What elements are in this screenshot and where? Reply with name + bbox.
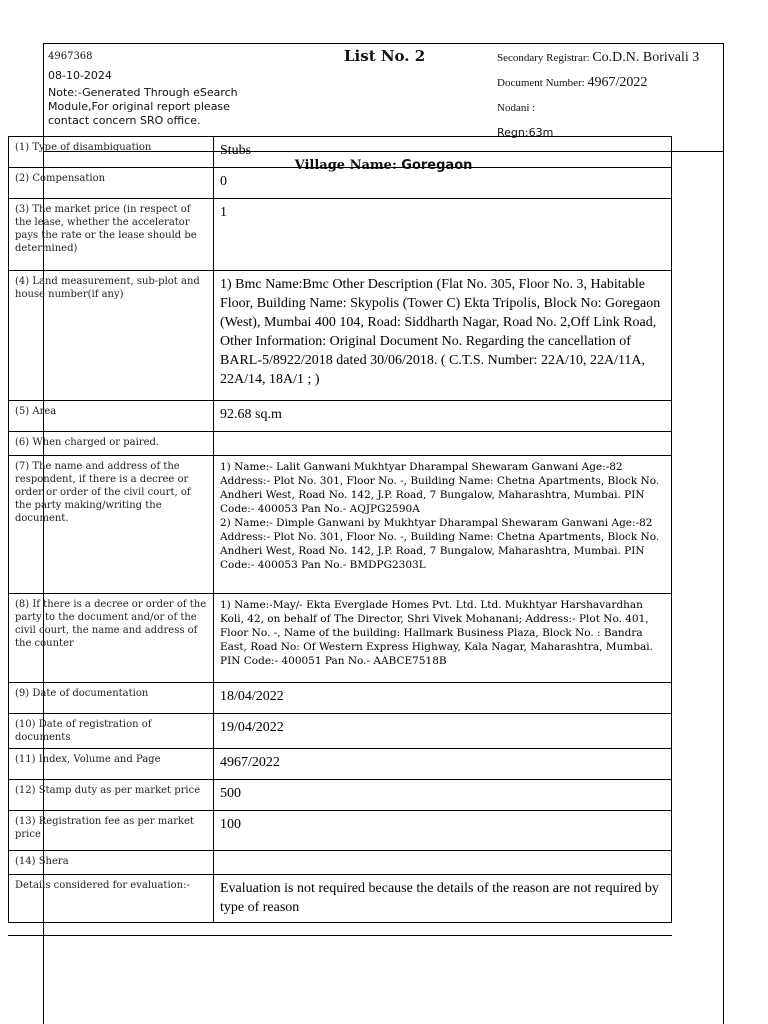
row-label: (10) Date of registration of documents [9, 714, 214, 749]
row-label: (13) Registration fee as per market price [9, 811, 214, 851]
row-label: (11) Index, Volume and Page [9, 749, 214, 780]
table-row [9, 811, 672, 851]
row-value [214, 851, 672, 875]
regn: Regn:63m [497, 126, 554, 139]
table-row [9, 683, 672, 714]
row-label: (4) Land measurement, sub-plot and house number(if any) [9, 271, 214, 401]
row-label: (12) Stamp duty as per market price [9, 780, 214, 811]
table-row [9, 875, 672, 923]
row-value: 500 [214, 780, 672, 811]
row-value: 18/04/2022 [214, 683, 672, 714]
docnum-value: 4967/2022 [587, 75, 648, 90]
table-row [9, 199, 672, 271]
row-value: 1) Name:-May/- Ekta Everglade Homes Pvt. Ltd. Ltd. Mukhtyar Harshavardhan Koli, 42, on behalf of The Director, Shri Vivek Mohanani; Address:- Plot No. 401, Floor No. -, Name of the building: Hallmark Business Plaza, Block No. : Bandra East, Road No: Of Western Express Highway, Kala Nagar, Maharashtra, Mumbai. PIN Code:- 400051 Pan No.- AABCE7518B [214, 594, 672, 683]
doc-id: 4967368 [48, 51, 93, 62]
table-row [9, 714, 672, 749]
nodani: Nodani : [497, 102, 536, 114]
table-row [9, 137, 672, 168]
header-right [497, 50, 722, 150]
table-row [9, 594, 672, 683]
details-table [8, 136, 672, 923]
row-value: Stubs [214, 137, 672, 168]
row-label: (3) The market price (in respect of the lease, whether the accelerator pays the rate or the lease should be determined) [9, 199, 214, 271]
row-label: (1) Type of disambiguation [9, 137, 214, 168]
row-value: 100 [214, 811, 672, 851]
print-date: 08-10-2024 [48, 69, 112, 82]
table-row [9, 271, 672, 401]
table-row [9, 168, 672, 199]
row-value: 92.68 sq.m [214, 401, 672, 432]
docnum-label: Document Number: [497, 77, 585, 89]
table-row [9, 401, 672, 432]
row-value: 1 [214, 199, 672, 271]
row-label: (8) If there is a decree or order of the party to the document and/or of the civil court, the name and address of the counter [9, 594, 214, 683]
row-value [214, 432, 672, 456]
row-value: 4967/2022 [214, 749, 672, 780]
registrar-label: Secondary Registrar: [497, 52, 590, 64]
village-label: Village Name: [294, 158, 397, 173]
row-label: (7) The name and address of the respondent, if there is a decree or order or order of the civil court, of the party making/writing the document. [9, 456, 214, 594]
row-value: 1) Name:- Lalit Ganwani Mukhtyar Dharampal Shewaram Ganwani Age:-82 Address:- Plot No. 301, Floor No. -, Building Name: Chetna Apartments, Block No. Andheri West, Road No. 142, J.P. Road, 7 Bungalow, Maharashtra, Mumbai. PIN Code:- 400053 Pan No.- AQJPG2590A 2) Name:- Dimple Ganwani by Mukhtyar Dharampal Shewaram Ganwani Age:-82 Address:- Plot No. 301, Floor No. -, Building Name: Chetna Apartments, Block No. Andheri West, Road No. 142, J.P. Road, 7 Bungalow, Maharashtra, Mumbai. PIN Code:- 400053 Pan No.- BMDPG2303L [214, 456, 672, 594]
registrar-value: Co.D.N. Borivali 3 [592, 50, 700, 65]
bottom-rule [8, 935, 672, 936]
row-value: 19/04/2022 [214, 714, 672, 749]
table-row [9, 851, 672, 875]
list-title: List No. 2 [344, 47, 426, 65]
row-label: (2) Compensation [9, 168, 214, 199]
table-row [9, 780, 672, 811]
row-label: (14) Shera [9, 851, 214, 875]
header-left [48, 50, 263, 128]
esearch-note: Note:-Generated Through eSearch Module,For original report please contact concern SRO office. [48, 86, 238, 127]
row-label: Details considered for evaluation:- [9, 875, 214, 923]
row-value: 1) Bmc Name:Bmc Other Description (Flat No. 305, Floor No. 3, Habitable Floor, Building Name: Skypolis (Tower C) Ekta Tripolis, Block No: Goregaon (West), Mumbai 400 104, Road: Siddharth Nagar, Road No. 2,Off Link Road, Other Information: Original Document No. Regarding the cancellation of BARL-5/8922/2018 dated 30/06/2018. ( C.T.S. Number: 22A/10, 22A/11A, 22A/14, 18A/1 ; ) [214, 271, 672, 401]
table-row [9, 456, 672, 594]
table-row [9, 432, 672, 456]
row-value: 0 [214, 168, 672, 199]
registrar-line [497, 50, 722, 75]
row-label: (6) When charged or paired. [9, 432, 214, 456]
table-row [9, 749, 672, 780]
row-label: (9) Date of documentation [9, 683, 214, 714]
row-value: Evaluation is not required because the details of the reason are not required by type of reason [214, 875, 672, 923]
row-label: (5) Area [9, 401, 214, 432]
village-name: Goregaon [401, 158, 473, 173]
docnum-line [497, 75, 722, 100]
